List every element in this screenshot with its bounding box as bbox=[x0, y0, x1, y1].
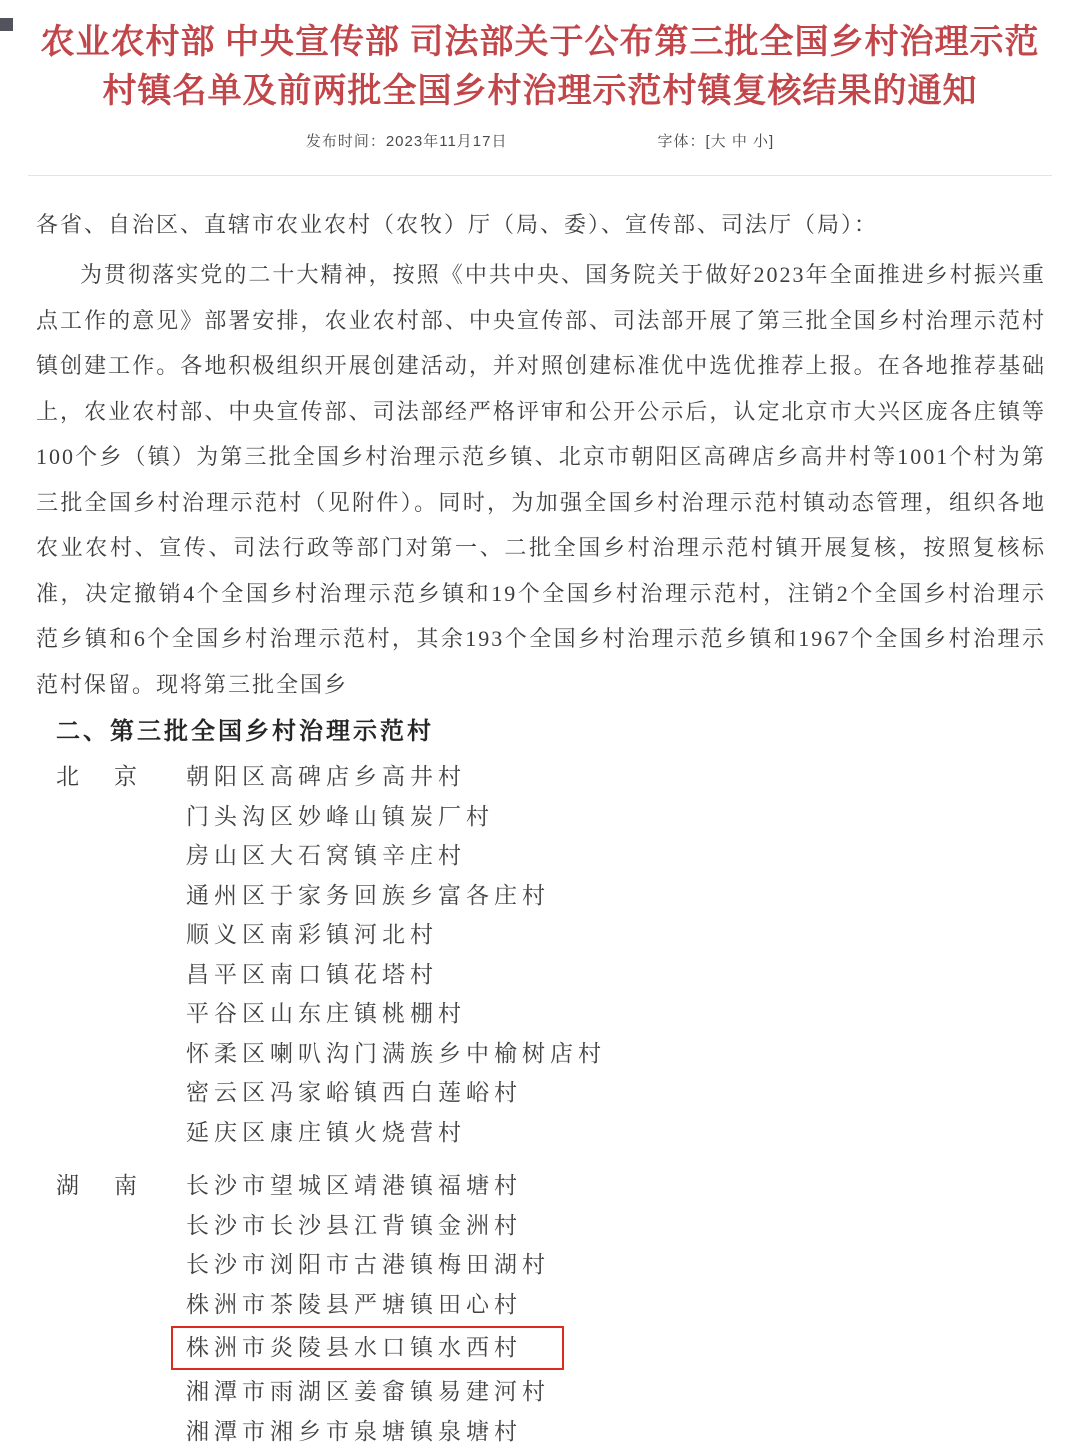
village-item bbox=[186, 1206, 564, 1246]
village-item bbox=[186, 797, 606, 837]
region-label: 湖 南 bbox=[36, 1166, 186, 1206]
section-heading: 二、第三批全国乡村治理示范村 bbox=[56, 711, 1046, 753]
village-name: 昌平区南口镇花塔村 bbox=[186, 962, 438, 987]
village-item bbox=[186, 757, 606, 797]
village-item bbox=[186, 955, 606, 995]
font-size-switch[interactable]: 字体：[大 中 小] bbox=[657, 130, 774, 151]
village-name: 通州区于家务回族乡富各庄村 bbox=[186, 883, 550, 908]
village-item bbox=[186, 915, 606, 955]
scan-artifact-square bbox=[0, 18, 13, 31]
village-column bbox=[186, 1166, 564, 1451]
region-group bbox=[36, 1166, 1046, 1451]
village-column bbox=[186, 757, 606, 1152]
village-name: 湘潭市雨湖区姜畲镇易建河村 bbox=[186, 1379, 550, 1404]
region-label: 北 京 bbox=[36, 757, 186, 797]
village-name: 株洲市炎陵县水口镇水西村 bbox=[171, 1326, 564, 1370]
village-name: 长沙市望城区靖港镇福塘村 bbox=[186, 1173, 522, 1198]
village-name: 株洲市茶陵县严塘镇田心村 bbox=[186, 1292, 522, 1317]
main-paragraph: 为贯彻落实党的二十大精神，按照《中共中央、国务院关于做好2023年全面推进乡村振兴重点工作的意见》部署安排，农业农村部、中央宣传部、司法部开展了第三批全国乡村治理示范村镇创建工作。各地积极组织开展创建活动，并对照创建标准优中选优推荐上报。在各地推荐基础上，农业农村部、中央宣传部、司法部经严格评审和公开公示后，认定北京市大兴区庞各庄镇等100个乡（镇）为第三批全国乡村治理示范乡镇、北京市朝阳区高碑店乡高井村等1001个村为第三批全国乡村治理示范村（见附件）。同时，为加强全国乡村治理示范村镇动态管理，组织各地农业农村、宣传、司法行政等部门对第一、二批全国乡村治理示范村镇开展复核，按照复核标准，决定撤销4个全国乡村治理示范乡镇和19个全国乡村治理示范村，注销2个全国乡村治理示范乡镇和6个全国乡村治理示范村，其余193个全国乡村治理示范乡镇和1967个全国乡村治理示范村保留。现将第三批全国乡 bbox=[36, 252, 1046, 707]
village-name: 门头沟区妙峰山镇炭厂村 bbox=[186, 804, 494, 829]
village-name: 湘潭市湘乡市泉塘镇泉塘村 bbox=[186, 1419, 522, 1444]
village-list bbox=[36, 757, 1046, 1451]
village-name: 延庆区康庄镇火烧营村 bbox=[186, 1120, 466, 1145]
village-name: 朝阳区高碑店乡高井村 bbox=[186, 764, 466, 789]
page-title-line2: 村镇名单及前两批全国乡村治理示范村镇复核结果的通知 bbox=[103, 73, 978, 110]
village-name: 怀柔区喇叭沟门满族乡中榆树店村 bbox=[186, 1041, 606, 1066]
village-item bbox=[186, 1372, 564, 1412]
village-item bbox=[186, 1245, 564, 1285]
meta-row bbox=[0, 130, 1080, 151]
salutation: 各省、自治区、直辖市农业农村（农牧）厅（局、委）、宣传部、司法厅（局）： bbox=[36, 202, 1046, 247]
village-item bbox=[186, 1034, 606, 1074]
page-title-line1: 农业农村部 中央宣传部 司法部关于公布第三批全国乡村治理示范 bbox=[41, 24, 1040, 61]
document-body bbox=[36, 202, 1046, 1451]
village-name: 房山区大石窝镇辛庄村 bbox=[186, 843, 466, 868]
village-name: 密云区冯家峪镇西白莲峪村 bbox=[186, 1080, 522, 1105]
village-item-highlighted bbox=[186, 1324, 564, 1372]
publish-date: 发布时间：2023年11月17日 bbox=[306, 130, 508, 151]
village-item bbox=[186, 1073, 606, 1113]
region-group bbox=[36, 757, 1046, 1152]
village-item bbox=[186, 994, 606, 1034]
village-item bbox=[186, 1285, 564, 1325]
village-name: 长沙市长沙县江背镇金洲村 bbox=[186, 1213, 522, 1238]
page-title bbox=[28, 18, 1052, 116]
village-item bbox=[186, 1166, 564, 1206]
village-name: 平谷区山东庄镇桃棚村 bbox=[186, 1001, 466, 1026]
village-item bbox=[186, 876, 606, 916]
village-name: 长沙市浏阳市古港镇梅田湖村 bbox=[186, 1252, 550, 1277]
village-item bbox=[186, 1412, 564, 1451]
village-item bbox=[186, 1113, 606, 1153]
village-item bbox=[186, 836, 606, 876]
header-divider bbox=[28, 175, 1052, 176]
village-name: 顺义区南彩镇河北村 bbox=[186, 922, 438, 947]
